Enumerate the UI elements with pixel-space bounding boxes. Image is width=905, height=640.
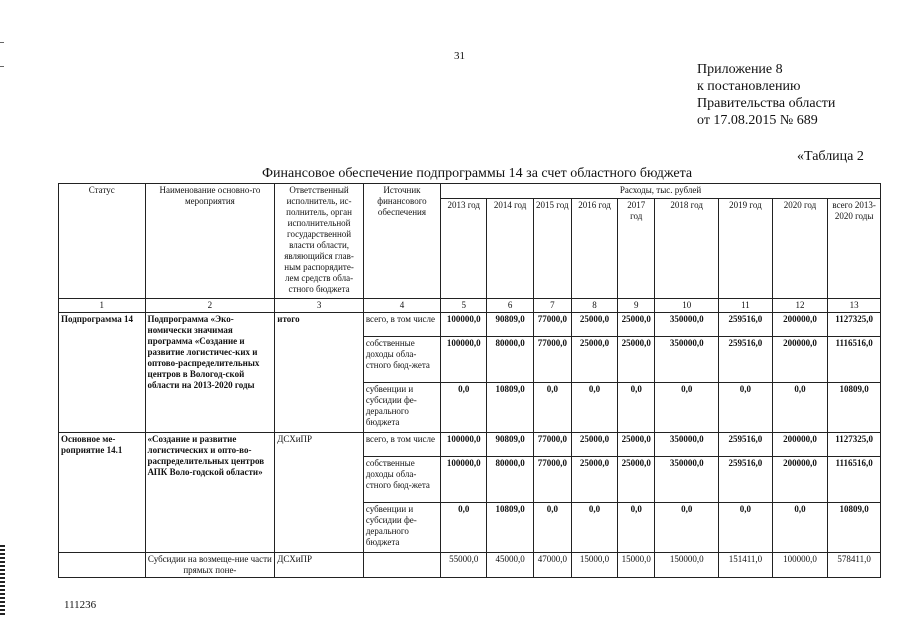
column-number: 11	[719, 299, 773, 313]
value-cell: 200000,0	[772, 337, 828, 383]
column-number: 1	[59, 299, 146, 313]
executor-cell: итого	[275, 313, 364, 433]
column-number: 9	[618, 299, 655, 313]
source-cell: собственные доходы обла-стного бюд-жета	[363, 457, 440, 503]
header-year-total: всего 2013-2020 годы	[828, 199, 881, 299]
value-cell: 25000,0	[571, 457, 617, 503]
value-cell: 100000,0	[441, 433, 487, 457]
header-name: Наименование основно-го мероприятия	[145, 184, 275, 299]
footer-code: 111236	[64, 599, 97, 611]
column-number: 2	[145, 299, 275, 313]
value-cell: 25000,0	[571, 313, 617, 337]
value-cell: 25000,0	[571, 337, 617, 383]
value-cell: 0,0	[655, 503, 719, 553]
value-cell: 200000,0	[772, 313, 828, 337]
header-year: 2019 год	[719, 199, 773, 299]
appendix-line: от 17.08.2015 № 689	[697, 113, 818, 128]
header-year: 2018 год	[655, 199, 719, 299]
value-cell: 0,0	[441, 383, 487, 433]
value-cell: 350000,0	[655, 337, 719, 383]
value-cell: 200000,0	[772, 457, 828, 503]
value-cell: 90809,0	[487, 433, 533, 457]
value-cell: 25000,0	[571, 433, 617, 457]
source-cell: субвенции и субсидии фе-дерального бюджета	[363, 503, 440, 553]
appendix-line: Правительства области	[697, 96, 836, 111]
value-cell: 259516,0	[719, 337, 773, 383]
name-cell: «Создание и развитие логистических и опто-во-распределительных центров АПК Воло-годской области»	[145, 433, 275, 553]
value-cell: 10809,0	[828, 503, 881, 553]
value-cell: 0,0	[719, 503, 773, 553]
value-cell: 259516,0	[719, 313, 773, 337]
column-number: 3	[275, 299, 364, 313]
value-cell: 350000,0	[655, 313, 719, 337]
value-cell: 1127325,0	[828, 433, 881, 457]
scan-edge-mark	[0, 42, 4, 43]
value-cell: 100000,0	[441, 337, 487, 383]
value-cell: 0,0	[618, 383, 655, 433]
source-cell: всего, в том числе	[363, 433, 440, 457]
table-row	[59, 433, 881, 457]
document-title: Финансовое обеспечение подпрограммы 14 за счет областного бюджета	[262, 166, 693, 181]
value-cell: 1127325,0	[828, 313, 881, 337]
value-cell: 259516,0	[719, 433, 773, 457]
value-cell: 45000,0	[487, 553, 533, 578]
value-cell: 0,0	[618, 503, 655, 553]
header-executor: Ответственный исполнитель, ис-полнитель, орган исполнительной государственной власти области, являющийся глав-ным распорядите-лем средств обла-стного бюджета	[275, 184, 364, 299]
value-cell: 15000,0	[618, 553, 655, 578]
value-cell: 80000,0	[487, 337, 533, 383]
header-year: 2016 год	[571, 199, 617, 299]
scan-edge-barcode	[0, 545, 5, 615]
source-cell	[363, 553, 440, 578]
column-number: 8	[571, 299, 617, 313]
status-cell: Подпрограмма 14	[59, 313, 146, 433]
value-cell: 0,0	[772, 383, 828, 433]
source-cell: собственные доходы обла-стного бюд-жета	[363, 337, 440, 383]
value-cell: 350000,0	[655, 457, 719, 503]
column-number: 13	[828, 299, 881, 313]
value-cell: 0,0	[533, 383, 571, 433]
executor-cell: ДСХиПР	[275, 553, 364, 578]
value-cell: 100000,0	[441, 457, 487, 503]
header-year: 2015 год	[533, 199, 571, 299]
scan-edge-mark	[0, 66, 4, 67]
value-cell: 10809,0	[487, 503, 533, 553]
value-cell: 80000,0	[487, 457, 533, 503]
column-number: 10	[655, 299, 719, 313]
header-status: Статус	[59, 184, 146, 299]
header-year: 2017 год	[618, 199, 655, 299]
value-cell: 10809,0	[828, 383, 881, 433]
value-cell: 100000,0	[772, 553, 828, 578]
column-number: 5	[441, 299, 487, 313]
value-cell: 77000,0	[533, 433, 571, 457]
header-year: 2014 год	[487, 199, 533, 299]
source-cell: всего, в том числе	[363, 313, 440, 337]
value-cell: 578411,0	[828, 553, 881, 578]
executor-cell: ДСХиПР	[275, 433, 364, 553]
column-number: 12	[772, 299, 828, 313]
value-cell: 25000,0	[618, 433, 655, 457]
table-number: «Таблица 2	[797, 149, 864, 164]
page-number: 31	[454, 50, 465, 62]
value-cell: 100000,0	[441, 313, 487, 337]
value-cell: 77000,0	[533, 337, 571, 383]
value-cell: 0,0	[571, 503, 617, 553]
value-cell: 150000,0	[655, 553, 719, 578]
value-cell: 0,0	[772, 503, 828, 553]
table-row	[59, 553, 881, 578]
value-cell: 0,0	[571, 383, 617, 433]
appendix-header	[697, 61, 835, 129]
appendix-line: к постановлению	[697, 79, 801, 94]
value-cell: 77000,0	[533, 457, 571, 503]
value-cell: 151411,0	[719, 553, 773, 578]
value-cell: 0,0	[655, 383, 719, 433]
appendix-line: Приложение 8	[697, 62, 783, 77]
column-number: 7	[533, 299, 571, 313]
status-cell	[59, 553, 146, 578]
value-cell: 25000,0	[618, 337, 655, 383]
column-number: 4	[363, 299, 440, 313]
name-cell: Подпрограмма «Эко-номически значимая программа «Создание и развитие логистичес-ких и оптово-распределительных центров в Вологод-ской области на 2013-2020 годы	[145, 313, 275, 433]
value-cell: 10809,0	[487, 383, 533, 433]
header-year: 2013 год	[441, 199, 487, 299]
table-row	[59, 313, 881, 337]
value-cell: 90809,0	[487, 313, 533, 337]
header-year: 2020 год	[772, 199, 828, 299]
value-cell: 77000,0	[533, 313, 571, 337]
value-cell: 0,0	[533, 503, 571, 553]
header-expenses: Расходы, тыс. рублей	[441, 184, 881, 199]
value-cell: 1116516,0	[828, 337, 881, 383]
value-cell: 47000,0	[533, 553, 571, 578]
value-cell: 350000,0	[655, 433, 719, 457]
name-cell: Субсидии на возмеще-ние части прямых поне-	[145, 553, 275, 578]
status-cell: Основное ме-роприятие 14.1	[59, 433, 146, 553]
header-source: Источник финансового обеспечения	[363, 184, 440, 299]
value-cell: 0,0	[719, 383, 773, 433]
column-number: 6	[487, 299, 533, 313]
financing-table	[58, 183, 881, 578]
value-cell: 259516,0	[719, 457, 773, 503]
value-cell: 15000,0	[571, 553, 617, 578]
value-cell: 25000,0	[618, 457, 655, 503]
value-cell: 55000,0	[441, 553, 487, 578]
value-cell: 25000,0	[618, 313, 655, 337]
source-cell: субвенции и субсидии фе-дерального бюджета	[363, 383, 440, 433]
value-cell: 0,0	[441, 503, 487, 553]
value-cell: 200000,0	[772, 433, 828, 457]
value-cell: 1116516,0	[828, 457, 881, 503]
